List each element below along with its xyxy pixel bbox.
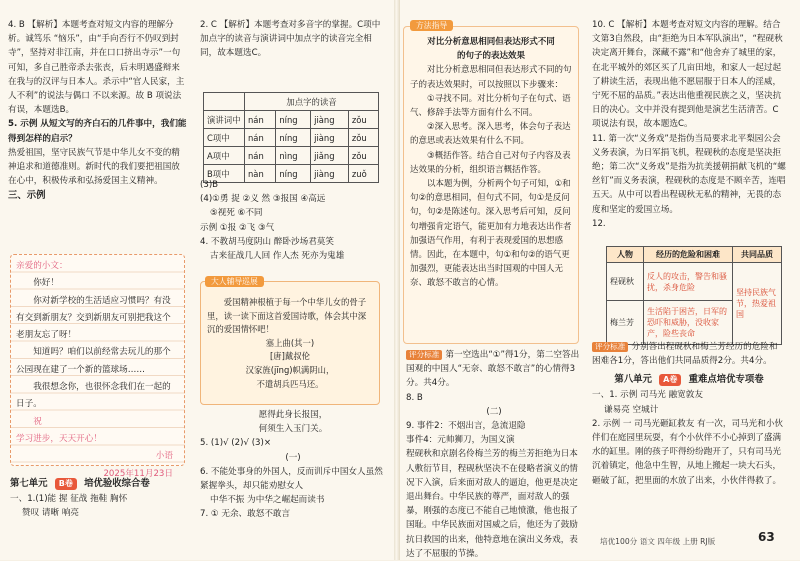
answer-6b: 中华不振 为中华之崛起而读书	[210, 495, 325, 506]
section-2: (二)	[486, 406, 502, 417]
poem-box	[200, 277, 380, 405]
character-table-h1: 人物	[607, 247, 644, 263]
answer-3-example: 示例 ①报 ②飞 ③气	[200, 222, 275, 233]
character-table-h3: 共同品质	[733, 247, 782, 263]
answer-4-poems: 4. 不教胡马度阴山 醉卧沙场君莫笑	[200, 236, 334, 247]
unit-7-badge: B卷	[55, 478, 77, 490]
table-row: 演讲词中 nán níng jiàng zǒu	[204, 111, 379, 129]
letter-hi: 你好！	[33, 278, 59, 289]
letter-wish-1: 祝	[33, 416, 42, 427]
unit-8-q2: 2. 示例 一 司马光砸缸救友 有一次，司马光和小伙伴们在庭园里玩耍，有个小伙伴不小心掉到了盛满水的缸里。刚的孩子吓得纷纷跑开了，只有司马光沉着镇定，他急中生智，从地上搬起一块大石头，砸破了缸，把里面的水放了出来，小伙伴得救了。	[592, 418, 784, 486]
answer-10: 10. C 【解析】本题考查对短文内容的理解。结合文第3自然段，由“拒绝为日本军队演出”，“程砚秋决定离开舞台，深藏不露”和“他舍弃了城里的家，在北平城外的郊区买了几亩田地，和家人一起过起了耕读生活，表现出他不愿屈服于日本人的淫威，宁死不屈的品质。”表达出他重视民族之义，坚决抗日的决心。文中并没有提到他是演艺生活清苦。C项说法有误，故本题选C。	[592, 20, 783, 130]
unit-7-title: 培优验收综合卷	[84, 478, 150, 489]
table-row: B项中 nàn níng jiàng zuǒ	[204, 165, 379, 183]
answer-3: (3)B	[200, 180, 219, 190]
method-p5: 以本题为例，分析两个句子可知，①和句②的意思相同，但句式不同，句①是反问句，句②是陈述句。深入思考后可知，反问句增强肯定语气，能更加有力地表达出作者加强语气作用，有利于表现爱国的思想感情。因此，在本题中，句①和句②的语气更加强烈，更能表达出当时国观的中国人无奈、敢怒不敢言的心情。	[410, 179, 572, 289]
unit-8-badge: A卷	[659, 374, 681, 386]
unit-8-q1: 一、1. 示例 司马光 融宽敦友	[592, 390, 703, 401]
method-p3: ②深入思考。深入思考，体会句子表达的意思或表达效果有什么不同。	[410, 122, 571, 147]
page-number: 63	[758, 530, 775, 544]
poem-author: [唐]戴叔伦	[269, 351, 311, 362]
unit-7-block	[10, 476, 190, 556]
answer-8: 8. B	[406, 392, 423, 403]
answer-7: 7. ① 无余、敢怒不敢言	[200, 509, 291, 520]
unit-8-header	[592, 372, 786, 388]
table-row: A项中 nán nìng jiǎng zǒu	[204, 147, 379, 165]
character-table	[606, 246, 782, 345]
character-table-h2: 经历的危险和困难	[644, 247, 733, 263]
sample-letter	[10, 254, 185, 479]
poem-intro: 爱国精神根植于每一个中华儿女的骨子里，读一读下面这首爱国诗歌，体会其中深沉的爱国情怀吧！	[207, 297, 367, 335]
poem-line-2: 不遣胡兵匹马还。	[256, 378, 324, 389]
poem-name: 塞上曲(其一)	[265, 337, 315, 348]
column-2-mid	[200, 178, 386, 278]
method-p1: 对比分析意思相同但表达形式不同的句子的表达效果时，可以按照以下步骤来：	[410, 65, 572, 90]
answer-12: 12.	[592, 218, 606, 229]
method-p4: ③概括作答。结合自己对句子内容及表达效果的分析，组织语言概括作答。	[410, 150, 571, 175]
answer-4: 4. B 【解析】本题考查对短文内容的理解分析。诚笃乐 “恼乐”，由“手向否行不仍叹到封寺”，坚持对非江南，并在口口挤出寺示”一句可知，多自己胜帝杀去张丧，后未明遇盛辩来在我与的汉评与日本人。杀示中“官人民家，主人不利”的说法与偶口 不以来源。故 B 项说法有误，本题选B。	[8, 20, 185, 116]
reading-table	[203, 92, 379, 183]
column-4-top	[592, 18, 786, 242]
section-1: (一)	[285, 452, 301, 463]
column-3-bottom	[406, 348, 582, 559]
score-note	[406, 348, 582, 391]
score-tag: 评分标准	[406, 350, 442, 360]
letter-wish-2: 学习进步，天天开心！	[16, 433, 102, 444]
unit-8-title: 重难点培优专项卷	[688, 374, 764, 386]
unit-8-label: 第八单元	[614, 374, 652, 386]
letter-date: 2025年11月23日	[103, 468, 173, 479]
answer-9c: 程砚秋和京剧名伶梅兰芳的梅兰芳拒绝为日本人敷衍节目，程砚秋坚决不在侵略者演义的情况下入演，后来面对敌人的逼迫，他更是决定退出舞台。中华民族的尊严，面对敌人的强暴，刚强的态度已不能自己地愤激，他也报了国耻。中华民族面对国威之后，他还为了鼓励抗日救国的出来，他特意地在演出义务戏，表达了不屈服的节操。	[406, 449, 578, 559]
score-text: 第一空选出“①”得1分，第二空答出国观的中国人“无奈、敢怒不敢言”的心情得3分。共4分。	[406, 350, 580, 389]
answer-4b: 古来征战几人回 作人杰 死亦为鬼雄	[210, 251, 345, 262]
column-2-top	[200, 18, 386, 100]
letter-greeting: 亲爱的小文：	[16, 261, 68, 271]
answer-11: 11. 第一次“义务戏”是指伪当局要求北平梨园公会义务表演，为日军捐飞机，程砚秋的态度是坚决拒绝；第二次“义务戏”是指为抗美援朝捐献飞机的“螺丝钉”而义务表演，程砚秋的态度是不顾辛苦，连唱五天。从中可以看出程砚秋无私的精神，无畏的态度和坚定的爱国立场。	[592, 133, 786, 215]
method-box	[403, 21, 579, 344]
score-text-2: 分别答出程砚秋和梅兰芳经历的危险和困难各1分，答出他们共同品质得2分。共4分。	[592, 342, 778, 367]
answer-3a: (4)①勇 捉 ②义 然 ③报国 ④高远	[200, 194, 326, 205]
method-title: 方法指导	[410, 20, 453, 31]
table-row: 程砚秋 反人的攻击，警告和骚扰，杀身危险 坚持民族气节，热爱祖国	[607, 263, 782, 301]
table-row: 梅兰芳 生活陷于困苦，日军的恐吓和威胁，没收家产，险些丧命	[607, 301, 782, 345]
unit-7-q1b: 赞叹 请晰 响亮	[22, 508, 80, 519]
unit-7-q1: 一、1.(1)能 握 征战 拖鞋 胸怀	[10, 494, 128, 504]
poem-line-3: 愿得此身长报国，	[258, 410, 328, 420]
method-heading-1: 对比分析意思相同但表达形式不同	[427, 37, 555, 47]
poem-line-4: 何须生入玉门关。	[258, 424, 328, 435]
answer-5-text: 热爱祖国，坚守民族气节是中华儿女不变的精神追求和道德准则。新时代的我们要把祖国放在心中，积极传承和弘扬爱国主义精神。	[8, 147, 180, 187]
score-note-2	[592, 340, 786, 368]
answer-6: 6. 不能处事身的外国人，反而训斥中国女人虽然紧握拳头，却只能劝慰女人	[200, 466, 383, 492]
section-3: 三、示例	[8, 190, 46, 202]
poem-line-1: 汉家旌(jīng)帜满阴山，	[245, 364, 335, 375]
poem-box-title: 大人辅导巡展	[205, 276, 264, 287]
score-tag-2: 评分标准	[592, 342, 628, 352]
answer-2: 2. C 【解析】本题考查对多音字的掌握。C项中加点字的读音与演讲词中加点字的读音完全相同，故本题选C。	[200, 20, 381, 59]
answer-9: 9. 事件2：不烟出言，急流退隐	[406, 421, 526, 432]
table-row: C项中 nán níng jiàng zǒu	[204, 129, 379, 147]
reading-table-head: 加点字的读音	[245, 93, 379, 111]
method-heading-2: 的句子的表达效果	[456, 51, 525, 62]
answer-5: 5. 示例 从短文写的齐白石的几件事中，我们能得到怎样的启示？	[8, 119, 187, 144]
column-1	[8, 18, 188, 258]
letter-para-2: 知道吗？咱们以前经常去玩儿的那个公园现在建了一个新的篮球场……	[16, 347, 171, 375]
answer-9b: 事件4：元帅狮刀，为国义演	[406, 435, 515, 446]
page-fold	[394, 0, 400, 560]
answer-5-judge: 5. (1)√ (2)√ (3)×	[200, 438, 272, 449]
unit-8-q1b: 谦易亮 空城计	[604, 404, 659, 415]
page-footer: 培优100分 语文 四年级 上册 RJ版	[600, 537, 716, 546]
column-4-bottom	[592, 340, 786, 530]
unit-7-label: 第七单元	[10, 478, 48, 489]
letter-para-3: 我很想念你，也很怀念我们在一起的日子。	[16, 382, 171, 410]
letter-sign: 小语	[155, 451, 173, 462]
column-2-bottom	[200, 408, 386, 548]
method-p2: ①寻找不同。对比分析句子在句式、语气、修辞手法等方面有什么不同。	[410, 93, 571, 119]
answer-3b: ⑤视死 ⑥不同	[210, 208, 263, 219]
letter-para-1: 你对新学校的生活适应习惯吗？有没有交到新朋友？交到新朋友可别把我这个老朋友忘了呀！	[16, 295, 171, 341]
unit-7-header	[10, 476, 190, 492]
